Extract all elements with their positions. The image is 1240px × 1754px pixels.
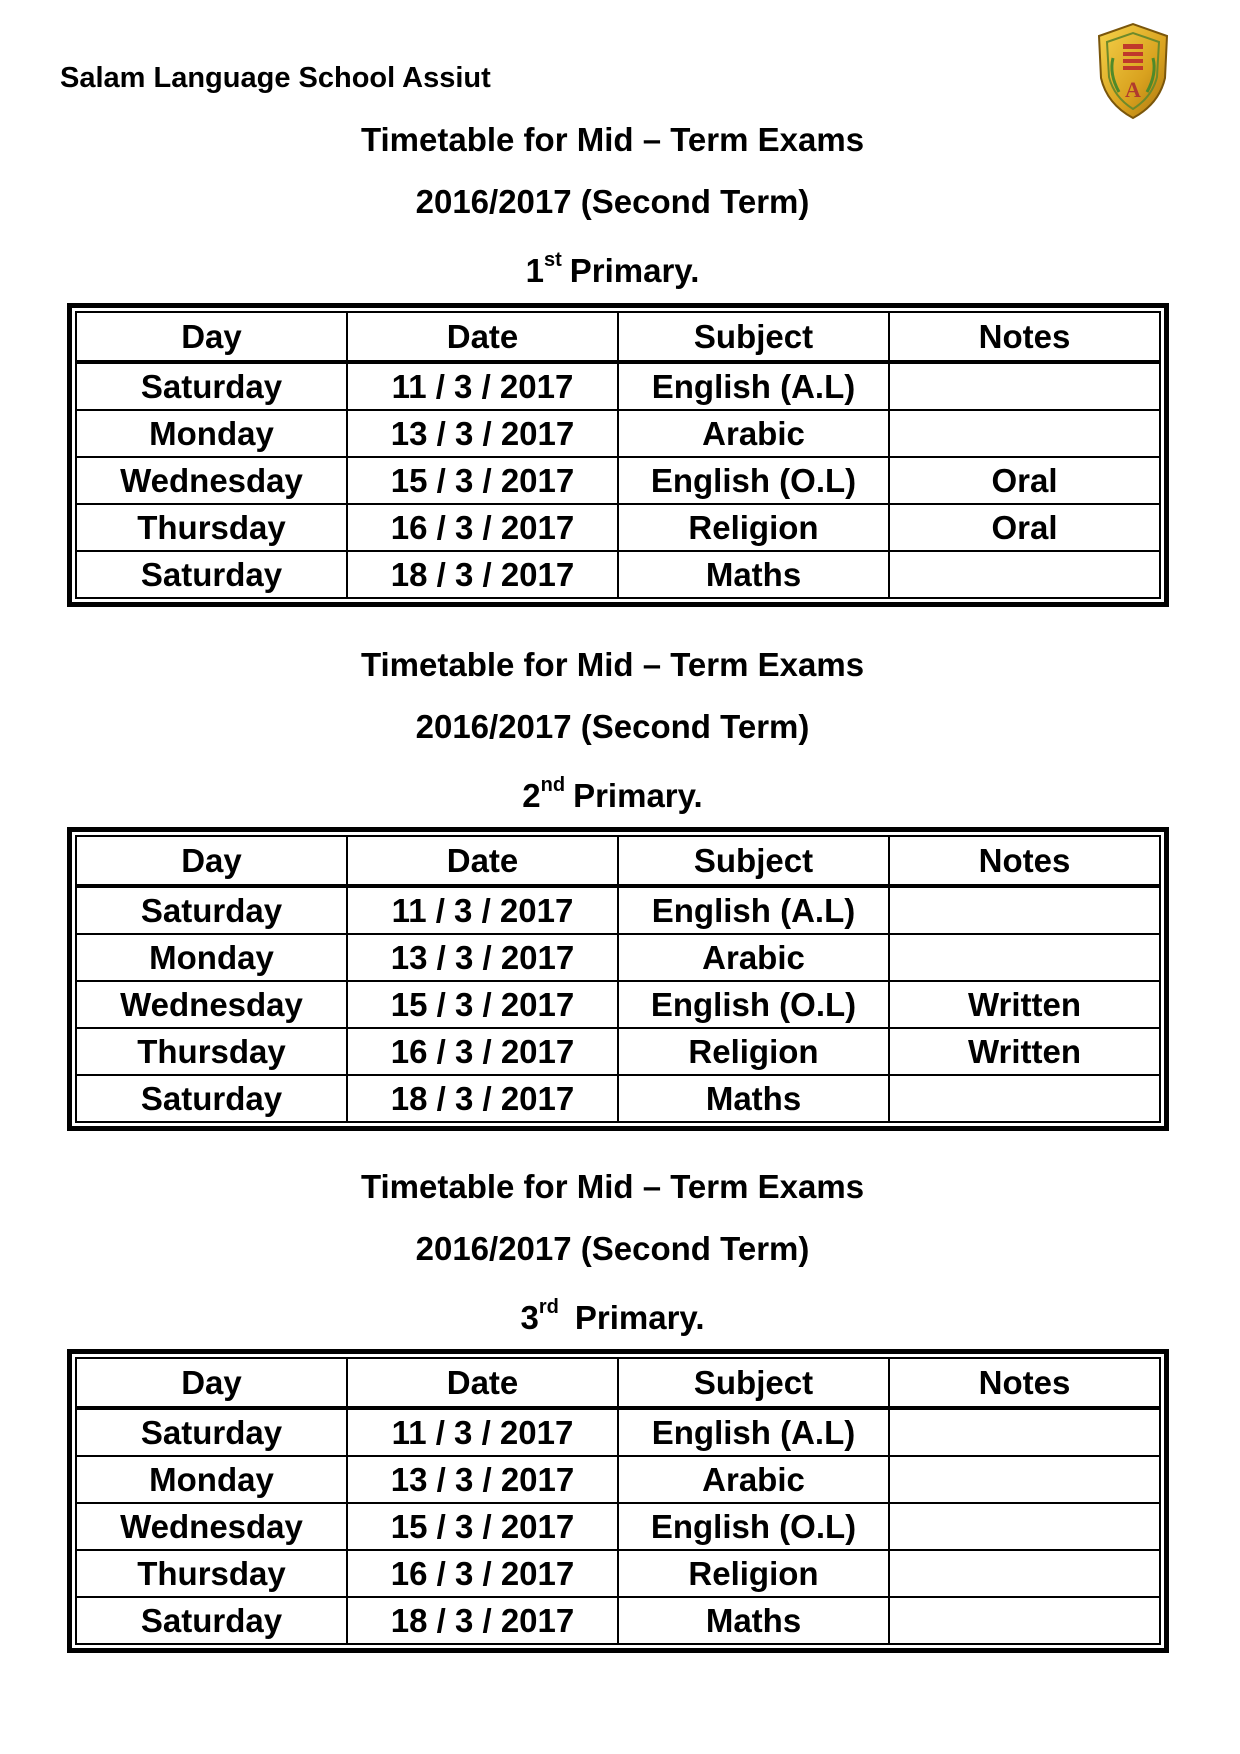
cell-subject: Maths [618,551,889,598]
cell-notes [889,410,1160,457]
term-year: 2016/2017 (Second Term) [415,1230,810,1267]
table-row [76,551,1160,598]
cell-day: Thursday [76,1028,347,1075]
cell-notes [889,1408,1160,1456]
cell-date: 16 / 3 / 2017 [347,504,618,551]
table-row [76,1408,1160,1456]
cell-date: 15 / 3 / 2017 [347,457,618,504]
table-row [76,886,1160,934]
cell-notes [889,362,1160,410]
cell-subject: Religion [618,1550,889,1597]
table-row [76,981,1160,1028]
cell-day: Thursday [76,1550,347,1597]
timetable-title: Timetable for Mid – Term Exams [360,1168,865,1205]
cell-subject: English (A.L) [618,886,889,934]
cell-day: Saturday [76,1408,347,1456]
cell-subject: English (A.L) [618,1408,889,1456]
cell-subject: Religion [618,504,889,551]
cell-date: 15 / 3 / 2017 [347,981,618,1028]
school-crest-icon [1093,22,1173,120]
cell-date: 15 / 3 / 2017 [347,1503,618,1550]
timetable-title: Timetable for Mid – Term Exams [360,121,865,158]
cell-notes [889,551,1160,598]
cell-notes [889,1550,1160,1597]
table-row [76,410,1160,457]
header-notes: Notes [889,312,1160,362]
cell-date: 11 / 3 / 2017 [347,362,618,410]
cell-date: 13 / 3 / 2017 [347,1456,618,1503]
table-row [76,1503,1160,1550]
cell-subject: Arabic [618,934,889,981]
cell-subject: English (O.L) [618,981,889,1028]
timetable-section-2 [0,634,1240,820]
cell-date: 11 / 3 / 2017 [347,1408,618,1456]
cell-day: Thursday [76,504,347,551]
cell-notes [889,1075,1160,1122]
cell-subject: Religion [618,1028,889,1075]
cell-subject: Arabic [618,1456,889,1503]
cell-day: Saturday [76,362,347,410]
timetable-title: Timetable for Mid – Term Exams [360,646,865,683]
cell-day: Wednesday [76,457,347,504]
cell-subject: English (O.L) [618,1503,889,1550]
cell-notes [889,1456,1160,1503]
cell-day: Wednesday [76,981,347,1028]
exam-table-1 [67,303,1169,607]
table-row [76,1550,1160,1597]
exam-table-3 [67,1349,1169,1653]
grade-heading: 1st Primary. [525,249,700,289]
header-subject: Subject [618,1358,889,1408]
header-notes: Notes [889,836,1160,886]
header-subject: Subject [618,836,889,886]
header-subject: Subject [618,312,889,362]
header-notes: Notes [889,1358,1160,1408]
cell-date: 18 / 3 / 2017 [347,1597,618,1644]
cell-date: 13 / 3 / 2017 [347,934,618,981]
cell-subject: Arabic [618,410,889,457]
table-row [76,934,1160,981]
cell-notes [889,886,1160,934]
cell-date: 16 / 3 / 2017 [347,1028,618,1075]
cell-subject: Maths [618,1597,889,1644]
table-row [76,1028,1160,1075]
grade-heading: 2nd Primary. [522,774,703,814]
exam-table-2 [67,827,1169,1131]
cell-notes [889,1503,1160,1550]
cell-date: 13 / 3 / 2017 [347,410,618,457]
table-row [76,1597,1160,1644]
header-date: Date [347,312,618,362]
cell-subject: English (O.L) [618,457,889,504]
table-row [76,1075,1160,1122]
table-row [76,1456,1160,1503]
header-date: Date [347,1358,618,1408]
cell-day: Saturday [76,1597,347,1644]
cell-date: 18 / 3 / 2017 [347,1075,618,1122]
cell-date: 11 / 3 / 2017 [347,886,618,934]
term-year: 2016/2017 (Second Term) [415,183,810,220]
grade-heading: 3rd Primary. [520,1296,705,1336]
cell-day: Monday [76,1456,347,1503]
header-day: Day [76,1358,347,1408]
table-row [76,504,1160,551]
cell-notes [889,934,1160,981]
cell-day: Monday [76,934,347,981]
header-day: Day [76,312,347,362]
cell-date: 16 / 3 / 2017 [347,1550,618,1597]
header-day: Day [76,836,347,886]
cell-day: Saturday [76,886,347,934]
cell-subject: Maths [618,1075,889,1122]
cell-notes: Oral [889,457,1160,504]
cell-day: Monday [76,410,347,457]
school-name: Salam Language School Assiut [60,62,491,94]
cell-notes: Oral [889,504,1160,551]
cell-notes [889,1597,1160,1644]
table-row [76,362,1160,410]
cell-date: 18 / 3 / 2017 [347,551,618,598]
cell-subject: English (A.L) [618,362,889,410]
timetable-section-1 [0,109,1240,295]
cell-day: Wednesday [76,1503,347,1550]
cell-day: Saturday [76,551,347,598]
svg-text:A: A [1125,77,1141,102]
term-year: 2016/2017 (Second Term) [415,708,810,745]
cell-notes: Written [889,1028,1160,1075]
table-row [76,457,1160,504]
cell-notes: Written [889,981,1160,1028]
header-date: Date [347,836,618,886]
cell-day: Saturday [76,1075,347,1122]
timetable-section-3 [0,1156,1240,1342]
